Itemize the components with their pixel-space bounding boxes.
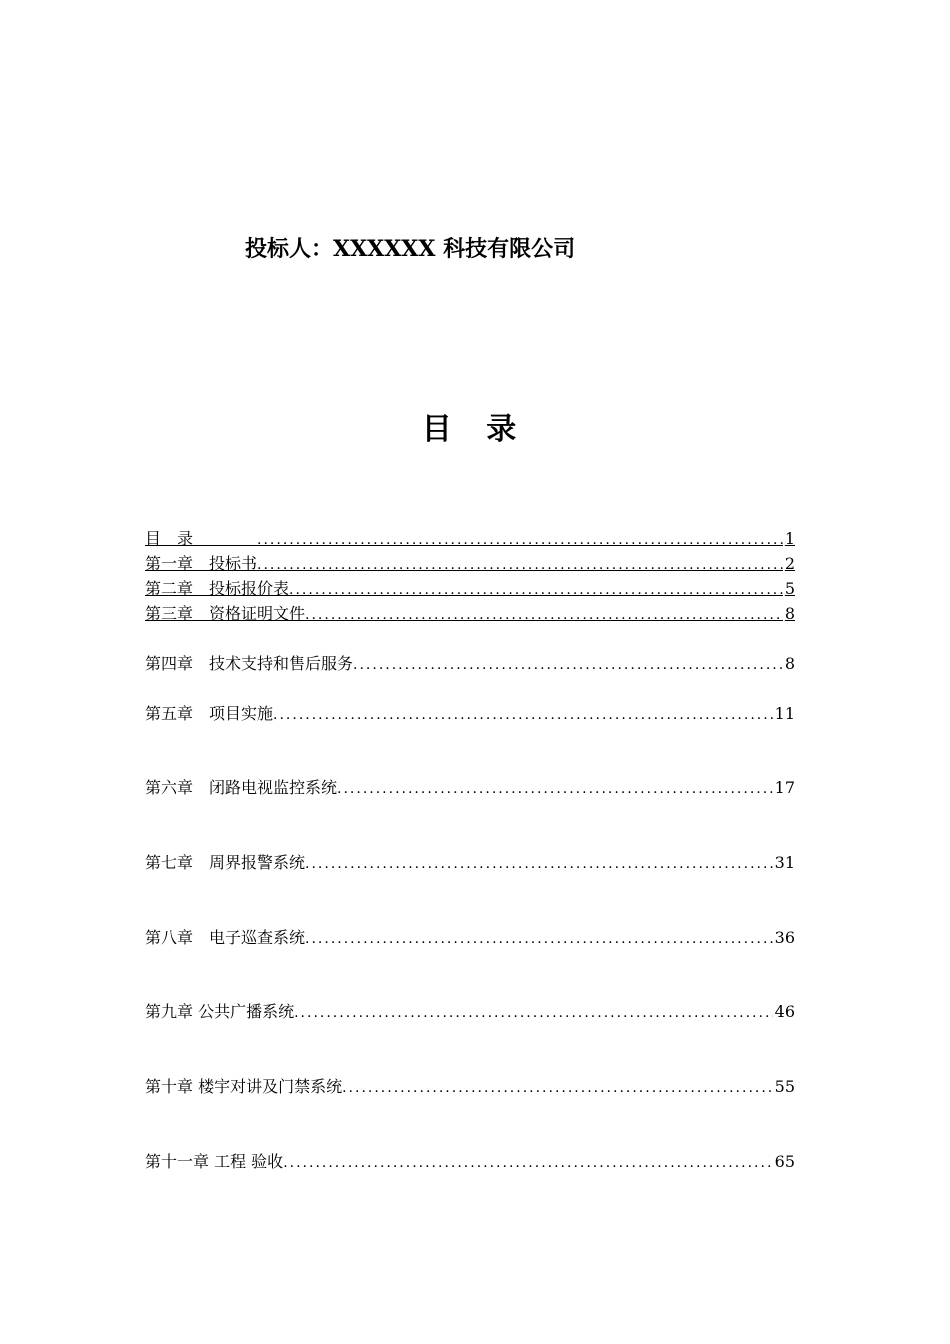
bidder-name: 投标人：XXXXXX 科技有限公司 <box>245 236 576 262</box>
toc-entry-chapter-4[interactable] <box>145 652 795 676</box>
toc-entry-label: 第八章 电子巡查系统 <box>145 928 306 947</box>
toc-entry-page: 36 <box>774 928 795 947</box>
toc-leader-dots <box>257 528 783 552</box>
toc-entry-page: 5 <box>784 579 795 598</box>
toc-entry-page: 2 <box>784 554 795 573</box>
toc-leader-dots <box>337 777 773 801</box>
toc-entry-page: 8 <box>784 604 795 623</box>
toc-entry-label: 第五章 项目实施 <box>145 704 274 723</box>
toc-entry-page: 55 <box>774 1077 795 1096</box>
toc-entry-page: 65 <box>774 1152 795 1171</box>
toc-entry-chapter-5[interactable] <box>145 702 795 726</box>
toc-entry-chapter-6[interactable] <box>145 776 795 800</box>
toc-entry-label: 第十章 楼宇对讲及门禁系统 <box>145 1077 343 1096</box>
toc-entry-page: 1 <box>784 529 795 548</box>
toc-entry-label: 第六章 闭路电视监控系统 <box>145 778 338 797</box>
toc-entry-label: 第二章 投标报价表 <box>145 579 290 598</box>
toc-leader-dots <box>305 927 773 951</box>
toc-leader-dots <box>353 653 783 677</box>
toc-entry-label: 第一章 投标书 <box>145 554 258 573</box>
toc-leader-dots <box>305 603 783 627</box>
toc-leader-dots <box>273 703 773 727</box>
toc-entry-chapter-2[interactable] <box>145 577 795 601</box>
toc-entry-page: 31 <box>774 853 795 872</box>
toc-entry-page: 46 <box>774 1002 795 1021</box>
toc-entry-label: 第九章 公共广播系统 <box>145 1002 295 1021</box>
toc-title: 目 录 <box>421 412 529 447</box>
toc-entry-label: 第十一章 工程 验收 <box>145 1152 284 1171</box>
toc-entry-label: 目 录 <box>145 529 258 548</box>
toc-entry-chapter-3[interactable] <box>145 602 795 626</box>
table-of-contents <box>145 0 795 1344</box>
toc-entry-page: 11 <box>774 704 795 723</box>
toc-entry-page: 17 <box>774 778 795 797</box>
toc-entry-chapter-10[interactable] <box>145 1075 795 1099</box>
toc-entry-label: 第四章 技术支持和售后服务 <box>145 654 354 673</box>
toc-leader-dots <box>257 553 783 577</box>
toc-entry-chapter-8[interactable] <box>145 926 795 950</box>
toc-entry-page: 8 <box>784 654 795 673</box>
toc-leader-dots <box>305 852 773 876</box>
toc-entry-label: 第七章 周界报警系统 <box>145 853 306 872</box>
toc-entry-chapter-11[interactable] <box>145 1150 795 1174</box>
toc-entry-label: 第三章 资格证明文件 <box>145 604 306 623</box>
toc-leader-dots <box>283 1151 772 1175</box>
toc-entry-chapter-7[interactable] <box>145 851 795 875</box>
toc-entry-chapter-9[interactable] <box>145 1000 795 1024</box>
toc-leader-dots <box>294 1001 773 1025</box>
toc-leader-dots <box>289 578 783 602</box>
toc-entry-contents[interactable] <box>145 527 795 551</box>
toc-leader-dots <box>342 1076 773 1100</box>
toc-entry-chapter-1[interactable] <box>145 552 795 576</box>
